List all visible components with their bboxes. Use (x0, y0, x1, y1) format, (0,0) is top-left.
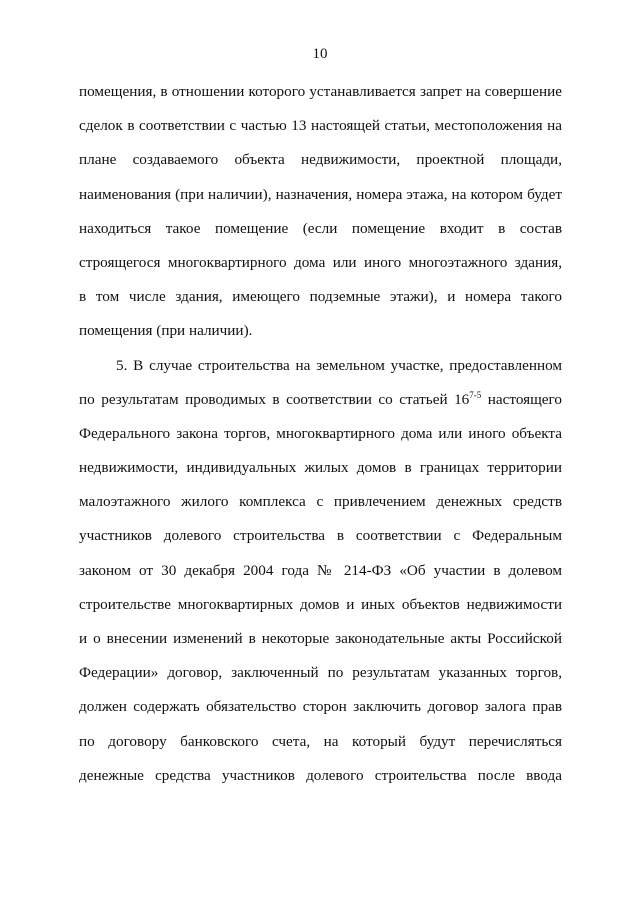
text-line-with-superscript (79, 390, 562, 424)
text-fragment: по результатам проводимых в соответствии со статьей 16 (79, 390, 470, 408)
text-fragment: настоящего (481, 390, 562, 408)
paragraph-2 (79, 356, 562, 800)
text-line: наименования (при наличии), назначения, номера этажа, на котором будет (79, 185, 562, 203)
text-line: сделок в соответствии с частью 13 настоящей статьи, местоположения на (79, 117, 562, 135)
body-text (79, 82, 562, 800)
text-line: денежные средства участников долевого строительства после ввода (79, 766, 562, 784)
text-line: помещения, в отношении которого устанавливается запрет на совершение (79, 83, 562, 100)
paragraph-1 (79, 82, 562, 356)
text-line: 5. В случае строительства на земельном участке, предоставленном (116, 356, 562, 374)
text-line: в том числе здания, имеющего подземные этажи), и номера такого (79, 288, 562, 306)
text-line: по договору банковского счета, на который будут перечисляться (79, 732, 562, 750)
text-line: находиться такое помещение (если помещение входит в состав (79, 219, 562, 237)
text-line: помещения (при наличии). (79, 322, 253, 340)
text-line: плане создаваемого объекта недвижимости, проектной площади, (79, 151, 562, 169)
text-line: Федерального закона торгов, многоквартирного дома или иного объекта (79, 424, 562, 442)
text-line: недвижимости, индивидуальных жилых домов в границах территории (79, 459, 562, 477)
text-line: участников долевого строительства в соответствии с Федеральным (79, 527, 562, 545)
text-line: малоэтажного жилого комплекса с привлечением денежных средств (79, 493, 562, 511)
article-superscript: 7-5 (469, 389, 482, 400)
text-line: законом от 30 декабря 2004 года № 214-ФЗ «Об участии в долевом (79, 561, 562, 579)
text-line: строительстве многоквартирных домов и иных объектов недвижимости (79, 595, 562, 613)
text-line: и о внесении изменений в некоторые законодательные акты Российской (79, 630, 562, 647)
text-line: должен содержать обязательство сторон заключить договор залога прав (79, 698, 562, 716)
text-line: строящегося многоквартирного дома или иного многоэтажного здания, (79, 253, 562, 271)
text-line: Федерации» договор, заключенный по результатам указанных торгов, (79, 664, 562, 682)
page-number: 10 (312, 46, 328, 62)
